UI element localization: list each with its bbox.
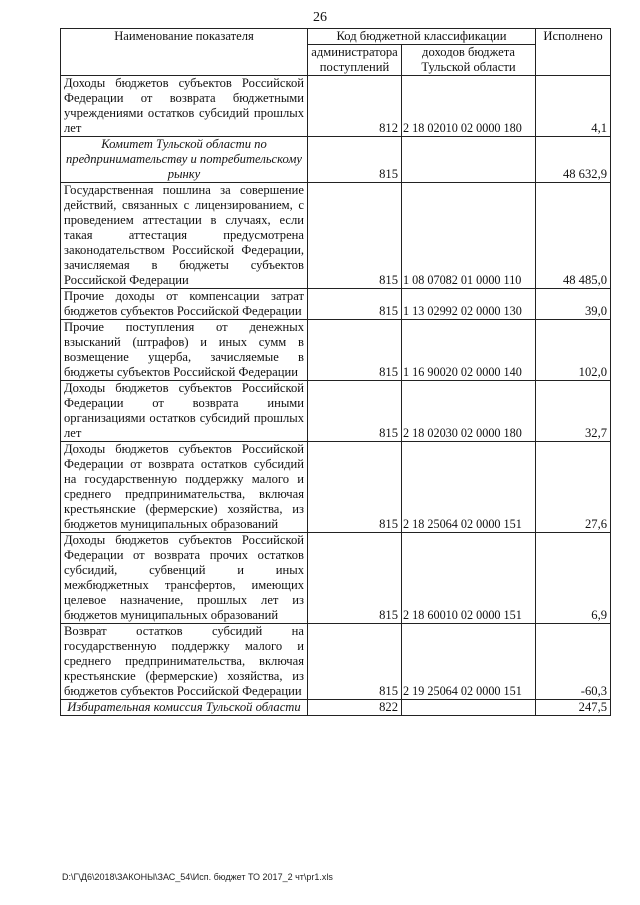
header-income: доходов бюджета Тульской области [402,45,536,76]
table-row [61,624,611,700]
row-income-code: 2 18 02010 02 0000 180 [402,76,536,137]
table-row [61,289,611,320]
row-amount: 48 485,0 [536,183,611,289]
row-admin-code: 815 [308,137,402,183]
table-row [61,183,611,289]
row-amount: 39,0 [536,289,611,320]
file-path-footer: D:\Г\Д6\2018\ЗАКОНЫ\ЗАС_54\Исп. бюджет ТО 2017_2 чт\pr1.xls [62,872,333,882]
page-number: 26 [313,10,327,25]
row-admin-code: 812 [308,76,402,137]
row-name: Прочие доходы от компенсации затрат бюджетов субъектов Российской Федерации [61,289,308,320]
table-row [61,381,611,442]
row-amount: 4,1 [536,76,611,137]
row-amount: 32,7 [536,381,611,442]
table-body [61,76,611,716]
table-row [61,76,611,137]
header-executed: Исполнено [536,29,611,76]
row-name: Комитет Тульской области по предпринимательству и потребительскому рынку [61,137,308,183]
row-admin-code: 815 [308,183,402,289]
row-amount: 48 632,9 [536,137,611,183]
row-amount: 102,0 [536,320,611,381]
row-income-code: 1 13 02992 02 0000 130 [402,289,536,320]
row-admin-code: 822 [308,700,402,716]
row-income-code: 2 19 25064 02 0000 151 [402,624,536,700]
row-admin-code: 815 [308,624,402,700]
row-income-code [402,137,536,183]
row-name: Доходы бюджетов субъектов Российской Федерации от возврата остатков субсидий на государственную поддержку малого и среднего предпринимательства, включая крестьянские (фермерские) хозяйства, из бюджетов муниципальных образований [61,442,308,533]
row-admin-code: 815 [308,320,402,381]
row-name: Доходы бюджетов субъектов Российской Федерации от возврата иными организациями остатков субсидий прошлых лет [61,381,308,442]
header-admin: администратора поступлений [308,45,402,76]
header-name: Наименование показателя [61,29,308,76]
row-name: Прочие поступления от денежных взысканий (штрафов) и иных сумм в возмещение ущерба, зачисляемые в бюджеты субъектов Российской Федерации [61,320,308,381]
row-amount: -60,3 [536,624,611,700]
org-row [61,137,611,183]
table-row [61,442,611,533]
row-name: Доходы бюджетов субъектов Российской Федерации от возврата прочих остатков субсидий, субвенций и иных межбюджетных трансфертов, имеющих целевое назначение, прошлых лет из бюджетов муниципальных образований [61,533,308,624]
row-admin-code: 815 [308,442,402,533]
row-income-code: 1 16 90020 02 0000 140 [402,320,536,381]
header-code-group: Код бюджетной классификации [308,29,536,45]
row-admin-code: 815 [308,533,402,624]
row-income-code: 2 18 02030 02 0000 180 [402,381,536,442]
row-amount: 27,6 [536,442,611,533]
row-admin-code: 815 [308,381,402,442]
table-row [61,320,611,381]
row-income-code: 2 18 60010 02 0000 151 [402,533,536,624]
row-amount: 6,9 [536,533,611,624]
row-name: Доходы бюджетов субъектов Российской Федерации от возврата бюджетными учреждениями остатков субсидий прошлых лет [61,76,308,137]
row-name: Возврат остатков субсидий на государственную поддержку малого и среднего предпринимательства, включая крестьянские (фермерские) хозяйства, из бюджетов субъектов Российской Федерации [61,624,308,700]
org-row [61,700,611,716]
budget-table [60,28,611,716]
table-row [61,533,611,624]
row-income-code: 2 18 25064 02 0000 151 [402,442,536,533]
row-amount: 247,5 [536,700,611,716]
row-income-code [402,700,536,716]
row-name: Государственная пошлина за совершение действий, связанных с лицензированием, с проведением аттестации в случаях, если такая аттестация предусмотрена законодательством Российской Федерации, зачисляемая в бюджеты субъектов Российской Федерации [61,183,308,289]
row-income-code: 1 08 07082 01 0000 110 [402,183,536,289]
row-name: Избирательная комиссия Тульской области [61,700,308,716]
row-admin-code: 815 [308,289,402,320]
